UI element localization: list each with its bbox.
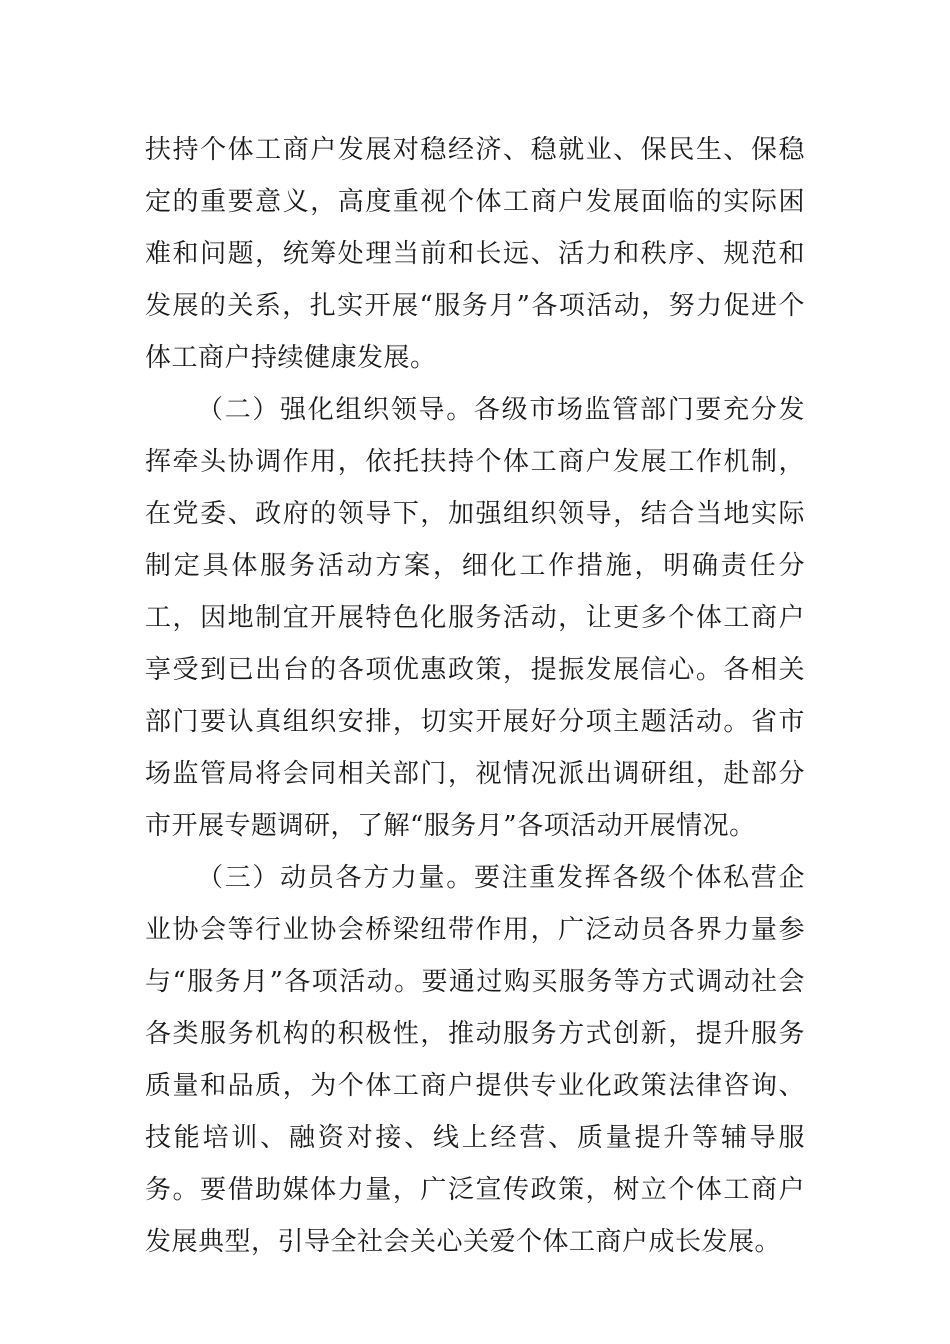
document-body [145,124,805,1268]
paragraph-organization-leadership: （二）强化组织领导。各级市场监管部门要充分发挥牵头协调作用，依托扶持个体工商户发展工作机制，在党委、政府的领导下，加强组织领导，结合当地实际制定具体服务活动方案，细化工作措施，明确责任分工，因地制宜开展特色化服务活动，让更多个体工商户享受到已出台的各项优惠政策，提振发展信心。各相关部门要认真组织安排，切实开展好分项主题活动。省市场监管局将会同相关部门，视情况派出调研组，赴部分市开展专题调研，了解“服务月”各项活动开展情况。 [145,395,805,841]
paragraph-continuation: 扶持个体工商户发展对稳经济、稳就业、保民生、保稳定的重要意义，高度重视个体工商户发展面临的实际困难和问题，统筹处理当前和长远、活力和秩序、规范和发展的关系，扎实开展“服务月”各项活动，努力促进个体工商户持续健康发展。 [145,135,805,373]
paragraph-mobilize-forces: （三）动员各方力量。要注重发挥各级个体私营企业协会等行业协会桥梁纽带作用，广泛动员各界力量参与“服务月”各项活动。要通过购买服务等方式调动社会各类服务机构的积极性，推动服务方式创新，提升服务质量和品质，为个体工商户提供专业化政策法律咨询、技能培训、融资对接、线上经营、质量提升等辅导服务。要借助媒体力量，广泛宣传政策，树立个体工商户发展典型，引导全社会关心关爱个体工商户成长发展。 [145,863,805,1257]
